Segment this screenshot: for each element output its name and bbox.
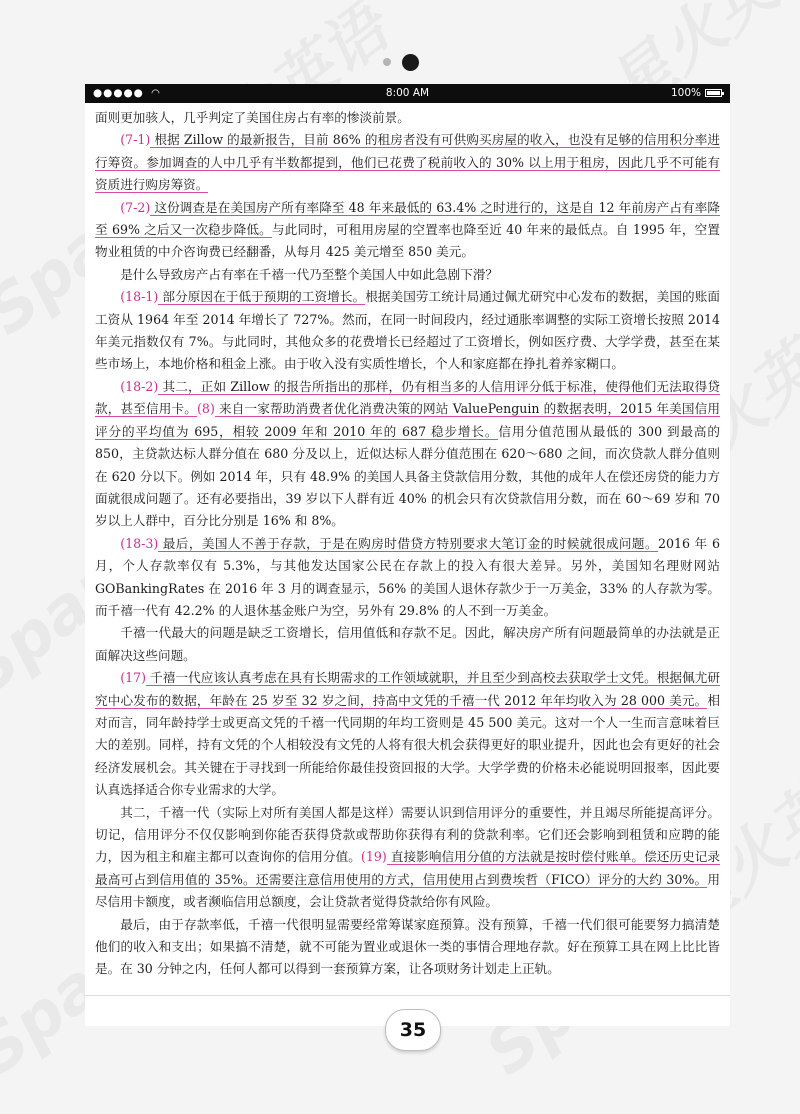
body-text: 2016 年 6 月，个人存款率仅有 5.3%，与其他发达国家公民在存款上的投入有很大差异。另外，美国知名理财网站 GOBankingRates 在 2016 年 3 月的调查显示，56% 的美国人退休存款少于一万美金，33% 的人存款为零。而千禧一代有 42.2% 的人退休基金账户为空，另外有 29.8% 的人不到一万美金。 [95, 535, 720, 618]
paragraph [95, 802, 720, 914]
question-tag: (19) [360, 849, 387, 865]
battery-icon [705, 89, 722, 97]
highlighted-text: 根据 Zillow 的最新报告，目前 86% 的租房者没有可供购买房屋的收入，也没有足够的信用积分率进行筹资。参加调查的人中几乎有半数都提到，他们已花费了税前收入的 30% 以上用于租房，因此几乎不可能有资质进行购房筹资。 [95, 132, 720, 193]
question-tag: (18-1) [120, 289, 159, 305]
camera-icon [402, 54, 419, 71]
highlighted-text: 其二，正如 Zillow 的报告所指出的那样，仍有相当多的人信用评分低于标准，使得他们无法取得贷款，甚至信用卡。 [95, 378, 720, 417]
page-number: 35 [385, 1009, 441, 1051]
status-bar [85, 84, 730, 103]
paragraph [95, 107, 720, 129]
question-tag: (18-2) [120, 378, 159, 394]
wifi-icon: ◠ [151, 88, 161, 99]
paragraph [95, 264, 720, 286]
battery-indicator [671, 87, 722, 99]
paragraph [95, 197, 720, 264]
highlighted-text: 根据佩尤研究中心发布的数据，年龄在 25 岁至 32 岁之间，持高中文凭的千禧一代 2012 年年均收入为 28 000 美元。 [95, 670, 720, 708]
body-text: 相对而言，同年龄持学士或更高文凭的千禧一代同期的年均工资则是 45 500 美元。这对一个人一生而言意味着巨大的差别。同样，持有文凭的个人相较没有文凭的人将有很大机会获得更好的职业提升，因此也会有更好的社会经济发展机会。其关键在于寻找到一所能给你最佳投资回报的大学。大学学费的价格未必能说明回报率，因此要认真选择适合你专业需求的大学。 [95, 692, 720, 798]
signal-indicator: ●●●●● ◠ [93, 87, 161, 99]
highlighted-text: 部分原因在于低于预期的工资增长。 [158, 289, 366, 305]
paragraph [95, 914, 720, 981]
paragraph [95, 129, 720, 196]
battery-percent: 100% [670, 87, 701, 99]
body-text: 是什么导致房产占有率在千禧一代乃至整个美国人中如此急剧下滑？ [120, 266, 498, 282]
body-text: 面则更加骇人，几乎判定了美国住房占有率的惨淡前景。 [95, 110, 410, 125]
question-tag: (8) [197, 401, 215, 417]
body-text: 用尽信用卡额度，或者濒临信用总额度，会让贷款者觉得贷款给你有风险。 [95, 871, 720, 910]
device-bezel-top [0, 0, 800, 84]
body-text: 其二，千禧一代（实际上对所有美国人都是这样）需要认识到信用评分的重要性，并且竭尽所能提高评分。切记，信用评分不仅仅影响到你能否获得贷款或帮助你获得有利的贷款利率。它们还会影响到租赁和应聘的能力，因为租主和雇主都可以查询你的信用分值。 [95, 804, 720, 865]
highlighted-text: 千禧一代应该认真考虑在具有长期需求的工作领域就职，并且至少到高校去获取学士文凭。 [146, 670, 657, 686]
paragraph [95, 667, 720, 801]
body-text: 与此同时，可租用房屋的空置率也降至近 40 年来的最低点。自 1995 年，空置物业租赁的中介咨询费已经翻番，从每月 425 美元增至 850 美元。 [95, 222, 720, 260]
paragraph [95, 286, 720, 376]
question-tag: (7-2) [120, 199, 151, 215]
question-tag: (7-1) [120, 132, 151, 148]
highlighted-text: 来自一家帮助消费者优化消费决策的网站 ValuePenguin 的数据表明，2015 年美国信用评分的平均值为 695，相较 2009 年和 2010 年的 687 稳步增长。 [95, 401, 720, 439]
status-time: 8:00 AM [385, 87, 430, 99]
paragraph [95, 533, 720, 623]
sensor-icon [383, 58, 391, 66]
question-tag: (18-3) [120, 535, 159, 551]
paragraph [95, 622, 720, 667]
document-page[interactable] [85, 103, 730, 995]
question-tag: (17) [120, 670, 147, 686]
highlighted-text: 最后，美国人不善于存款，于是在购房时借贷方特别要求大笔订金的时候就很成问题。 [158, 535, 658, 551]
body-text: 根据美国劳工统计局通过佩尤研究中心发布的数据，美国的账面工资从 1964 年至 2014 年增长了 727%。然而，在同一时间段内，经过通胀率调整的实际工资增长按照 2014 年美元指数仅有 7%。与此同时，其他众多的花费增长已经超过了工资增长，例如医疗费、大学学费，甚至在某些市场上，本地价格和租金上涨。由于收入没有实质性增长，个人和家庭都在挣扎着养家糊口。 [95, 289, 720, 372]
body-text: 信用分值范围从最低的 300 到最高的 850，主贷款达标人群分值在 680 分及以上，近似达标人群分值范围在 620～680 之间，而次贷款人群分值则在 620 分以下。例如 2014 年，只有 48.9% 的美国人具备主贷款信用分数，其他的成年人在偿还房贷的能力方面就很成问题了。还有必要指出，39 岁以下人群有近 40% 的机会只有次贷款信用分数，而在 60～69 岁和 70 岁以上人群中，百分比分别是 16% 和 8%。 [95, 423, 721, 529]
paragraph [95, 376, 720, 533]
highlighted-text: 直接影响信用分值的方法就是按时偿付账单。偿还历史记录最高可占到信用值的 35%。还需要注意信用使用的方式，信用使用占到费埃哲（FICO）评分的大约 30%。 [95, 849, 721, 887]
body-text: 千禧一代最大的问题是缺乏工资增长，信用值低和存款不足。因此，解决房产所有问题最简单的办法就是正面解决这些问题。 [95, 625, 720, 663]
body-text: 最后，由于存款率低，千禧一代很明显需要经常筹谋家庭预算。没有预算，千禧一代们很可能要努力搞清楚他们的收入和支出；如果搞不清楚，就不可能为置业或退休一类的事情合理地存款。好在预算工具在网上比比皆是。在 30 分钟之内，任何人都可以得到一套预算方案，让各项财务计划走上正轨。 [95, 916, 720, 977]
highlighted-text: 这份调查是在美国房产所有率降至 48 年来最低的 63.4% 之时进行的，这是自 12 年前房产占有率降至 69% 之后又一次稳步降低。 [95, 199, 720, 238]
